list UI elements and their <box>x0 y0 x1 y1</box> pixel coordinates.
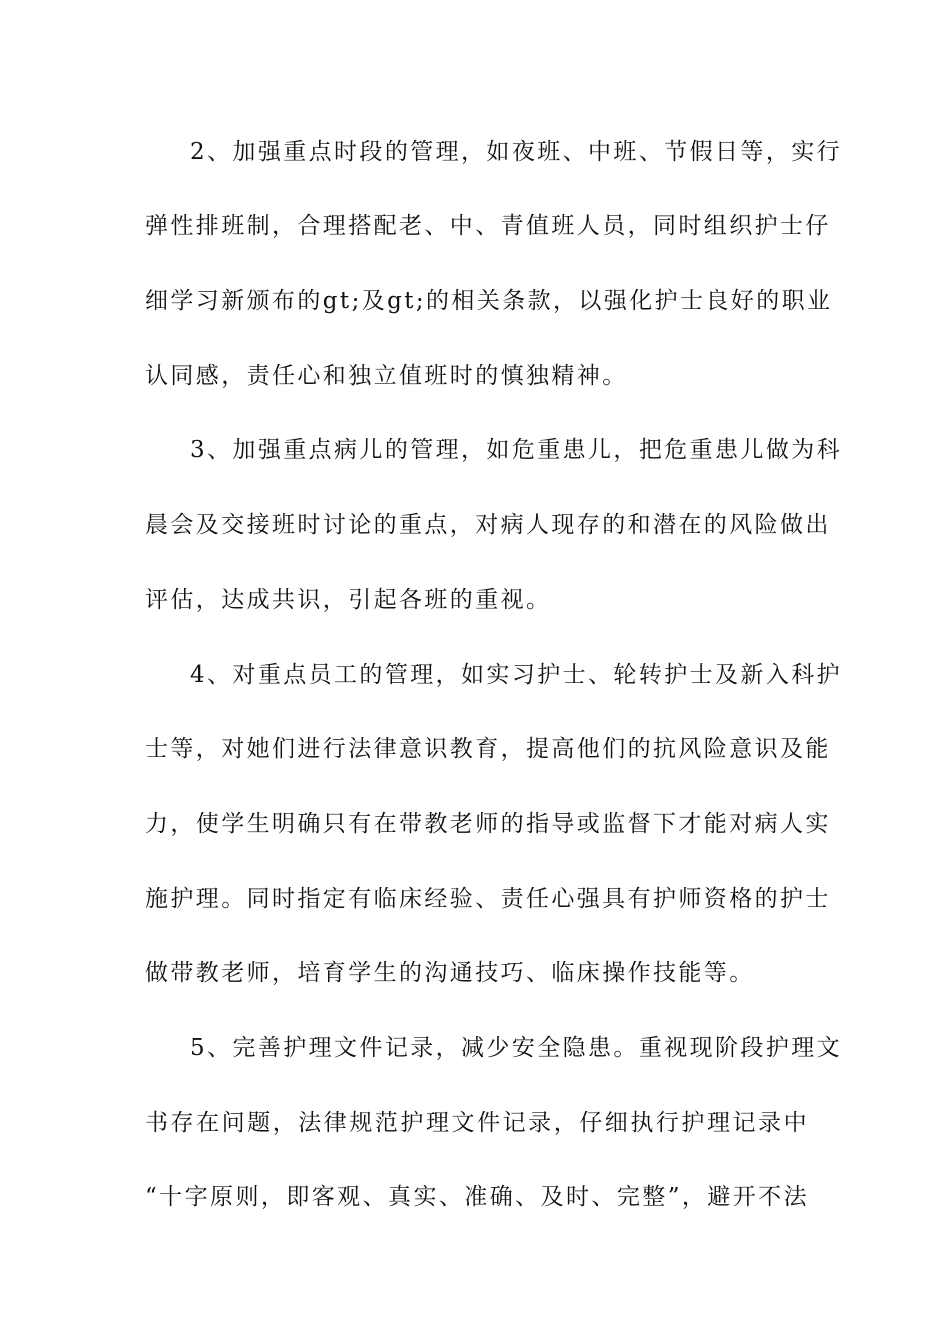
paragraph-5-line-3: “十字原则，即客观、真实、准确、及时、完整”，避开不法 <box>145 1184 809 1210</box>
paragraph-4-line-2: 士等，对她们进行法律意识教育，提高他们的抗风险意识及能 <box>145 736 831 762</box>
paragraph-5-line-2: 书存在问题，法律规范护理文件记录，仔细执行护理记录中 <box>145 1110 809 1136</box>
paragraph-2-line-1: 2、加强重点时段的管理，如夜班、中班、节假日等，实行 <box>190 139 843 165</box>
paragraph-3-line-3: 评估，达成共识，引起各班的重视。 <box>145 587 552 613</box>
paragraph-2-line-2: 弹性排班制，合理搭配老、中、青值班人员，同时组织护士仔 <box>145 213 831 239</box>
paragraph-2-line-4: 认同感，责任心和独立值班时的慎独精神。 <box>145 363 628 389</box>
paragraph-4-line-3: 力，使学生明确只有在带教老师的指导或监督下才能对病人实 <box>145 811 831 837</box>
paragraph-4-line-5: 做带教老师，培育学生的沟通技巧、临床操作技能等。 <box>145 960 755 986</box>
paragraph-3-line-1: 3、加强重点病儿的管理，如危重患儿，把危重患儿做为科 <box>190 437 843 463</box>
paragraph-4-line-1: 4、对重点员工的管理，如实习护士、轮转护士及新入科护 <box>190 662 843 688</box>
paragraph-4-line-4: 施护理。同时指定有临床经验、责任心强具有护师资格的护士 <box>145 886 831 912</box>
paragraph-3-line-2: 晨会及交接班时讨论的重点，对病人现存的和潜在的风险做出 <box>145 512 831 538</box>
paragraph-5-line-1: 5、完善护理文件记录，减少安全隐患。重视现阶段护理文 <box>190 1035 843 1061</box>
paragraph-2-line-3: 细学习新颁布的gt;及gt;的相关条款，以强化护士良好的职业 <box>145 288 833 314</box>
